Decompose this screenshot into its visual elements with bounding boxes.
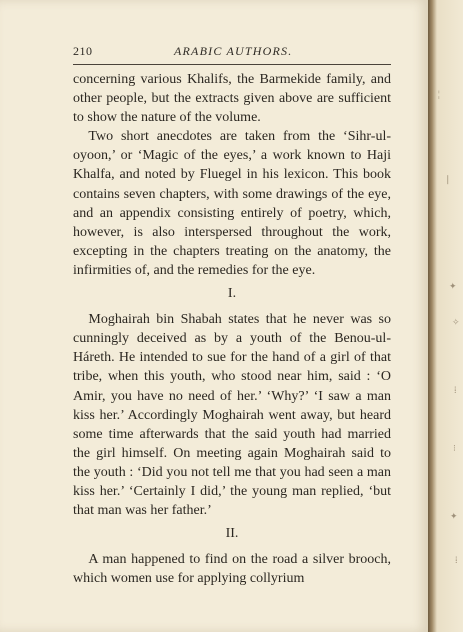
bleed-through-mark: ¦: [438, 89, 440, 99]
bleed-through-mark: ✦: [450, 511, 458, 521]
bleed-through-mark: ⁝: [453, 443, 456, 453]
book-gutter: [428, 0, 463, 632]
section-heading-one: I.: [227, 286, 237, 302]
header-rule: [73, 64, 391, 65]
running-title: ARABIC AUTHORS.: [174, 44, 293, 58]
bleed-through-mark: ⁞: [455, 555, 458, 565]
paragraph-anecdote-one: Moghairah bin Shabah states that he never was so cunningly deceived as by a youth of the Benou-ul-Háreth. He intended to sue for the hand of a girl of that tribe, when this youth, who stood near him, said : ‘O Amir, you have no need of her.’ ‘Why?’ ‘I saw a man kiss her.’ Accordingly Moghairah went away, but heard some time afterwards that the said youth had married the girl himself. On meeting again Moghairah said to the youth : ‘Did you not tell me that you had seen a man kiss her.’ ‘Certainly I did,’ the young man replied, ‘but that man was her father.’: [73, 312, 391, 519]
bleed-through-mark: ❘: [444, 174, 452, 184]
paragraph-anecdote-two: A man happened to find on the road a silver brooch, which women use for applying collyrium: [73, 552, 391, 587]
running-header: [73, 44, 391, 58]
paragraph-continued: concerning various Khalifs, the Barmekide family, and other people, but the extracts given above are sufficient to show the nature of the volume.: [73, 72, 391, 126]
bleed-through-mark: ⁞: [454, 385, 457, 395]
page-body: [73, 70, 391, 588]
bleed-through-mark: ✧: [452, 317, 460, 327]
section-heading-two: II.: [225, 526, 239, 542]
page-number: 210: [73, 44, 93, 58]
bleed-through-mark: ✦: [449, 281, 457, 291]
paragraph-sihr-ul-oyoon: Two short anecdotes are taken from the ‘Sihr-ul-oyoon,’ or ‘Magic of the eyes,’ a work known to Haji Khalfa, and noted by Fluegel in his lexicon. This book contains seven chapters, with some drawings of the eye, and an appendix consisting entirely of poetry, which, however, is also interspersed throughout the work, excepting in the chapters treating on the anatomy, the infirmities of, and the remedies for the eye.: [73, 129, 391, 278]
